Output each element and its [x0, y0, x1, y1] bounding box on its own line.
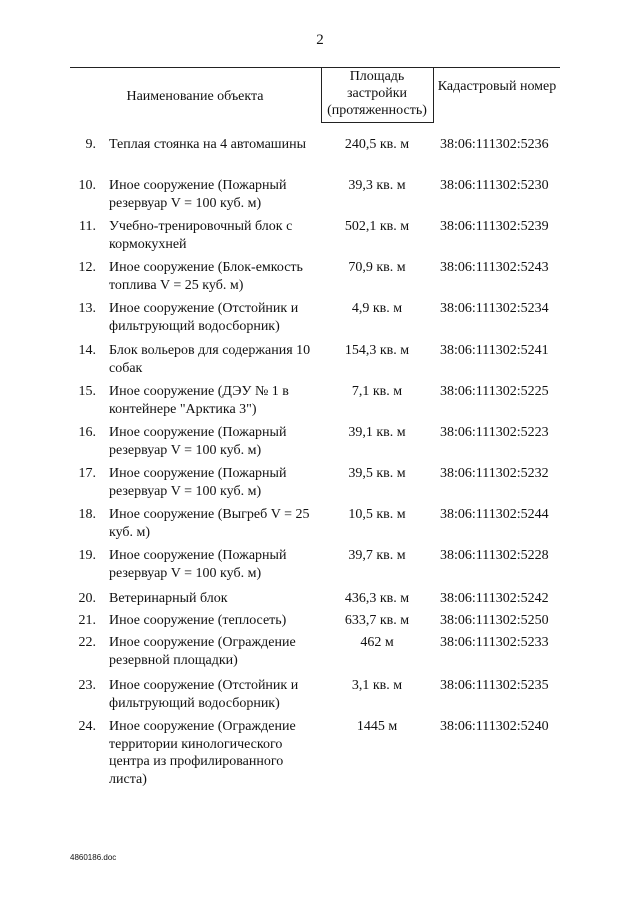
row-number: 9.: [85, 137, 96, 152]
row-number: 17.: [78, 466, 96, 481]
object-area: 502,1 кв. м: [344, 219, 410, 234]
object-name: Учебно-тренировочный блок с кормокухней: [109, 219, 293, 252]
object-name: Ветеринарный блок: [109, 591, 228, 606]
cadastral-number: 38:06:111302:5243: [440, 260, 549, 275]
row-number: 18.: [78, 507, 96, 522]
object-name: Иное сооружение (Отстойник и фильтрующий водосборник): [109, 301, 299, 334]
object-area: 3,1 кв. м: [351, 678, 403, 693]
cadastral-number: 38:06:111302:5242: [440, 591, 549, 606]
cadastral-number: 38:06:111302:5234: [440, 301, 549, 316]
row-number: 10.: [78, 178, 96, 193]
cadastral-number: 38:06:111302:5240: [440, 719, 549, 734]
column-header-name: Наименование объекта: [126, 89, 264, 104]
object-area: 39,1 кв. м: [348, 425, 406, 440]
object-name: Иное сооружение (ДЭУ № 1 в контейнере "Арктика 3"): [109, 384, 289, 417]
object-area: 39,7 кв. м: [348, 548, 406, 563]
object-area: 436,3 кв. м: [344, 591, 410, 606]
object-name: Иное сооружение (Пожарный резервуар V = 100 куб. м): [109, 466, 287, 499]
cadastral-number: 38:06:111302:5244: [440, 507, 549, 522]
row-number: 13.: [78, 301, 96, 316]
object-area: 39,3 кв. м: [348, 178, 406, 193]
object-area: 1445 м: [356, 719, 398, 734]
row-number: 19.: [78, 548, 96, 563]
row-number: 24.: [78, 719, 96, 734]
object-name: Иное сооружение (Ограждение территории кинологического центра из профилированного листа): [109, 719, 296, 787]
cadastral-number: 38:06:111302:5236: [440, 137, 549, 152]
object-area: 462 м: [360, 635, 394, 650]
row-number: 16.: [78, 425, 96, 440]
header-bottom-rule-area: [321, 122, 433, 123]
column-header-cadastral: Кадастровый номер: [437, 79, 557, 94]
object-area: 240,5 кв. м: [344, 137, 410, 152]
object-name: Блок вольеров для содержания 10 собак: [109, 343, 311, 376]
row-number: 23.: [78, 678, 96, 693]
column-header-area: Площадь застройки (протяженность): [327, 69, 427, 118]
cadastral-number: 38:06:111302:5232: [440, 466, 549, 481]
page-number: 2: [316, 32, 324, 48]
cadastral-number: 38:06:111302:5250: [440, 613, 549, 628]
cadastral-number: 38:06:111302:5223: [440, 425, 549, 440]
object-area: 4,9 кв. м: [351, 301, 403, 316]
object-area: 7,1 кв. м: [351, 384, 403, 399]
row-number: 20.: [78, 591, 96, 606]
object-area: 10,5 кв. м: [348, 507, 406, 522]
cadastral-number: 38:06:111302:5228: [440, 548, 549, 563]
row-number: 22.: [78, 635, 96, 650]
object-name: Иное сооружение (Ограждение резервной площадки): [109, 635, 296, 668]
cadastral-number: 38:06:111302:5235: [440, 678, 549, 693]
header-divider-2: [433, 68, 434, 123]
row-number: 21.: [78, 613, 96, 628]
object-name: Иное сооружение (теплосеть): [109, 613, 287, 628]
header-top-rule: [70, 67, 560, 68]
object-name: Теплая стоянка на 4 автомашины: [109, 137, 306, 152]
object-name: Иное сооружение (Отстойник и фильтрующий водосборник): [109, 678, 299, 711]
cadastral-number: 38:06:111302:5239: [440, 219, 549, 234]
object-name: Иное сооружение (Пожарный резервуар V = 100 куб. м): [109, 178, 287, 211]
row-number: 11.: [79, 219, 96, 234]
object-name: Иное сооружение (Выгреб V = 25 куб. м): [109, 507, 310, 540]
object-name: Иное сооружение (Блок-емкость топлива V = 25 куб. м): [109, 260, 303, 293]
object-area: 633,7 кв. м: [344, 613, 410, 628]
cadastral-number: 38:06:111302:5241: [440, 343, 549, 358]
object-area: 39,5 кв. м: [348, 466, 406, 481]
object-area: 154,3 кв. м: [344, 343, 410, 358]
row-number: 14.: [78, 343, 96, 358]
object-area: 70,9 кв. м: [348, 260, 406, 275]
cadastral-number: 38:06:111302:5233: [440, 635, 549, 650]
row-number: 12.: [78, 260, 96, 275]
footer-filename: 4860186.doc: [70, 853, 117, 862]
cadastral-number: 38:06:111302:5225: [440, 384, 549, 399]
cadastral-number: 38:06:111302:5230: [440, 178, 549, 193]
row-number: 15.: [78, 384, 96, 399]
object-name: Иное сооружение (Пожарный резервуар V = 100 куб. м): [109, 548, 287, 581]
object-name: Иное сооружение (Пожарный резервуар V = 100 куб. м): [109, 425, 287, 458]
